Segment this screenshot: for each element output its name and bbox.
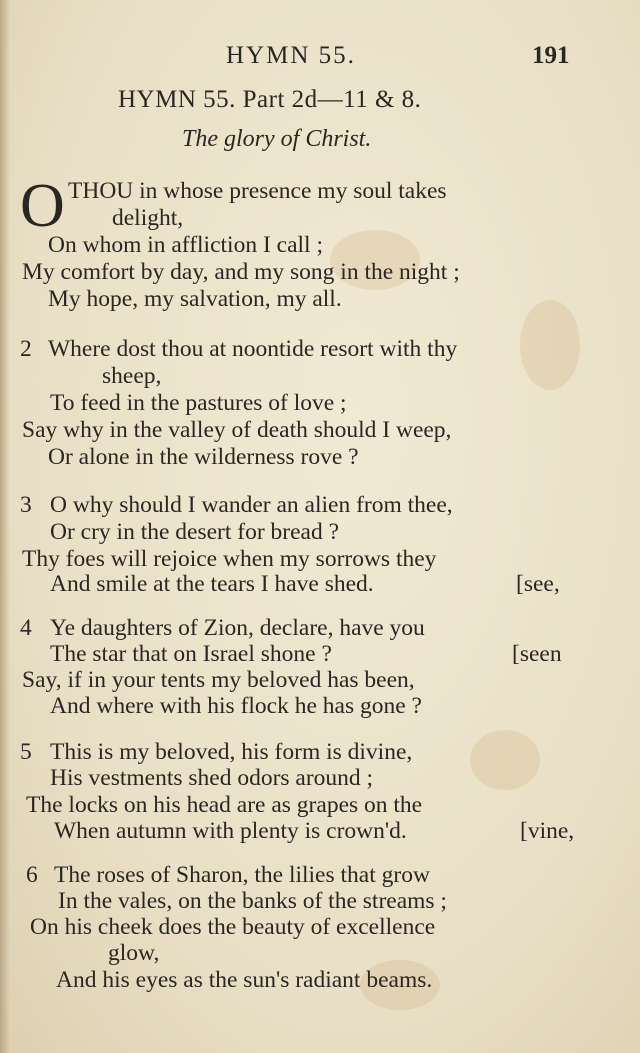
verse-line: To feed in the pastures of love ; [50,390,347,416]
hymn-subtitle: The glory of Christ. [182,126,372,152]
verse-line: When autumn with plenty is crown'd. [54,818,407,844]
running-head [0,42,640,82]
verse-turnover: [vine, [520,818,575,844]
drop-cap: O [20,172,65,240]
verse-number: 5 [20,739,32,765]
verse-line: In the vales, on the banks of the streams ; [58,888,447,914]
verse-line: sheep, [102,363,162,389]
verse-line: On whom in affliction I call ; [48,232,323,258]
verse-turnover: [seen [512,641,562,667]
foxing-stain [520,300,580,390]
verse-line: The roses of Sharon, the lilies that grow [54,862,430,888]
verse-line: And his eyes as the sun's radiant beams. [56,967,433,993]
verse-number: 2 [20,336,32,362]
verse-line: The locks on his head are as grapes on the [26,792,423,818]
foxing-stain [470,730,540,790]
verse-line: My comfort by day, and my song in the night ; [22,259,460,285]
page-number: 191 [532,42,570,69]
verse-line: Or cry in the desert for bread ? [50,519,340,545]
verse-line: delight, [112,205,184,231]
verse-line: And smile at the tears I have shed. [50,571,374,597]
verse-line: And where with his flock he has gone ? [50,693,422,719]
verse-number: 4 [20,615,32,641]
hymn-heading: HYMN 55. Part 2d—11 & 8. [118,86,422,113]
verse-number: 3 [20,492,32,518]
verse-line: This is my beloved, his form is divine, [50,739,413,765]
verse-line: His vestments shed odors around ; [50,765,374,791]
verse-line: Where dost thou at noontide resort with thy [48,336,458,362]
verse-turnover: [see, [516,571,560,597]
running-title: HYMN 55. [226,42,356,69]
verse-line: The star that on Israel shone ? [50,641,332,667]
verse-line: Thy foes will rejoice when my sorrows they [22,546,437,572]
verse-line: My hope, my salvation, my all. [48,286,342,312]
verse-line: Say, if in your tents my beloved has been, [22,667,415,693]
page-gutter-shadow [0,0,10,1053]
verse-line: Ye daughters of Zion, declare, have you [50,615,425,641]
verse-number: 6 [26,862,38,888]
verse-line: Or alone in the wilderness rove ? [48,444,359,470]
verse-line: Say why in the valley of death should I weep, [22,417,452,443]
verse-line: O why should I wander an alien from thee, [50,492,453,518]
verse-line: On his cheek does the beauty of excellence [30,914,436,940]
verse-line: THOU in whose presence my soul takes [68,178,447,204]
verse-line: glow, [108,940,160,966]
